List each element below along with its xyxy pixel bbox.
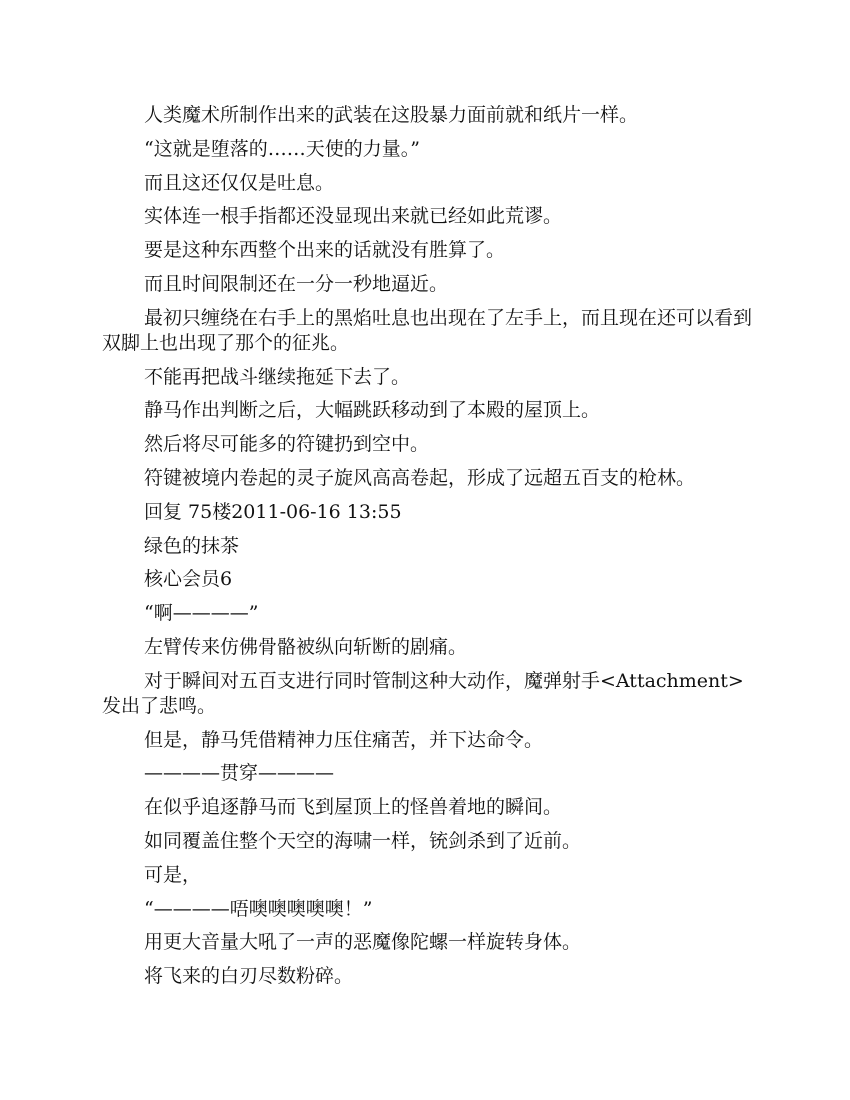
paragraph: 将飞来的白刃尽数粉碎。 bbox=[144, 965, 354, 988]
paragraph: 不能再把战斗继续拖延下去了。 bbox=[144, 365, 411, 388]
paragraph: “啊————” bbox=[144, 602, 259, 625]
paragraph: 最初只缠绕在右手上的黑焰吐息也出现在了左手上，而且现在还可以看到双脚上也出现了那个的征兆。 bbox=[102, 306, 753, 354]
paragraph: 人类魔术所制作出来的武装在这股暴力面前就和纸片一样。 bbox=[144, 104, 639, 126]
paragraph: 可是， bbox=[144, 863, 202, 886]
paragraph: 但是，静马凭借精神力压住痛苦，并下达命令。 bbox=[144, 728, 544, 751]
paragraph: 而且时间限制还在一分一秒地逼近。 bbox=[144, 272, 449, 295]
paragraph: 静马作出判断之后，大幅跳跃移动到了本殿的屋顶上。 bbox=[144, 399, 601, 422]
reply-username: 绿色的抹茶 bbox=[144, 534, 240, 557]
paragraph: 然后将尽可能多的符键扔到空中。 bbox=[144, 433, 430, 456]
paragraph: “————唔噢噢噢噢噢！” bbox=[144, 897, 373, 920]
paragraph: ————贯穿———— bbox=[144, 762, 335, 785]
paragraph: 实体连一根手指都还没显现出来就已经如此荒谬。 bbox=[144, 205, 563, 228]
paragraph: 而且这还仅仅是吐息。 bbox=[144, 171, 335, 194]
document-page bbox=[102, 98, 762, 993]
reply-floor-info: 回复 75楼2011-06-16 13:55 bbox=[144, 500, 402, 523]
paragraph: “这就是堕落的……天使的力量。” bbox=[144, 137, 420, 160]
paragraph: 要是这种东西整个出来的话就没有胜算了。 bbox=[144, 239, 506, 262]
paragraph: 符键被境内卷起的灵子旋风高高卷起，形成了远超五百支的枪林。 bbox=[144, 466, 696, 489]
paragraph: 对于瞬间对五百支进行同时管制这种大动作，魔弹射手<Attachment>发出了悲鸣。 bbox=[102, 669, 744, 717]
paragraph: 如同覆盖住整个天空的海啸一样，铳剑杀到了近前。 bbox=[144, 829, 582, 852]
paragraph: 用更大音量大吼了一声的恶魔像陀螺一样旋转身体。 bbox=[144, 931, 582, 954]
paragraph: 在似乎追逐静马而飞到屋顶上的怪兽着地的瞬间。 bbox=[144, 796, 563, 819]
reply-user-rank: 核心会员6 bbox=[144, 568, 233, 591]
paragraph: 左臂传来仿佛骨骼被纵向斩断的剧痛。 bbox=[144, 635, 468, 658]
